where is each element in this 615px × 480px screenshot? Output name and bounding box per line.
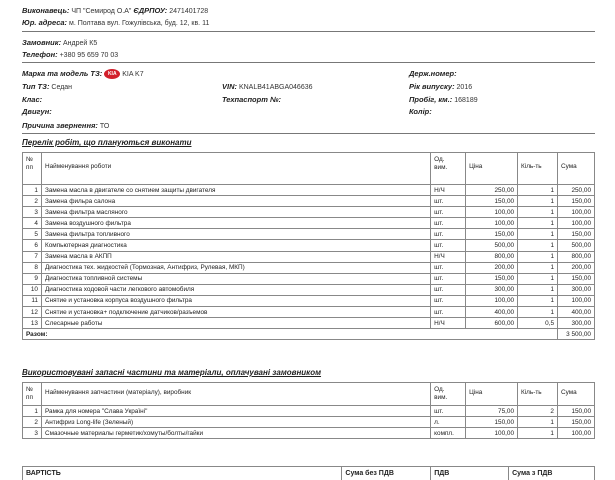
row-sum: 100,00: [557, 428, 594, 439]
row-unit: Н/Ч: [431, 251, 466, 262]
row-qty: 1: [518, 295, 558, 306]
row-sum: 100,00: [558, 295, 595, 306]
kia-logo-icon: KIA: [104, 69, 120, 79]
row-num: 8: [23, 262, 42, 273]
row-sum: 150,00: [558, 196, 595, 207]
row-price: 100,00: [466, 207, 518, 218]
row-unit: л.: [431, 417, 466, 428]
row-name: Рамка для номера "Слава Україні": [41, 406, 430, 417]
row-num: 1: [23, 406, 42, 417]
vin-line: VIN: KNALB41ABGA046636: [222, 82, 313, 91]
row-unit: шт.: [431, 295, 466, 306]
row-name: Компьютерная диагностика: [41, 240, 430, 251]
col-price: Ціна: [466, 383, 518, 406]
table-row: [23, 284, 595, 295]
row-qty: 1: [518, 240, 558, 251]
parts-header-row: [23, 383, 595, 406]
row-qty: 1: [518, 207, 558, 218]
table-row: [23, 406, 595, 417]
col-unit: Од. вим.: [431, 153, 466, 185]
table-row: [23, 240, 595, 251]
row-unit: шт.: [431, 262, 466, 273]
row-unit: шт.: [431, 229, 466, 240]
works-total-row: [23, 329, 595, 340]
divider: [22, 133, 595, 134]
works-table: [22, 152, 595, 340]
row-name: Слесарные работы: [41, 318, 430, 329]
row-sum: 200,00: [558, 262, 595, 273]
row-price: 600,00: [466, 318, 518, 329]
row-price: 400,00: [466, 307, 518, 318]
table-row: [23, 229, 595, 240]
row-sum: 150,00: [558, 273, 595, 284]
row-sum: 250,00: [558, 185, 595, 196]
row-num: 10: [23, 284, 42, 295]
row-qty: 0,5: [518, 318, 558, 329]
row-qty: 1: [518, 251, 558, 262]
col-price: Ціна: [466, 153, 518, 185]
table-row: [23, 251, 595, 262]
row-price: 800,00: [466, 251, 518, 262]
table-row: [23, 417, 595, 428]
row-sum: 150,00: [557, 406, 594, 417]
address-line: Юр. адреса: м. Полтава вул. Гожулівська, буд. 12, кв. 11: [22, 18, 210, 27]
row-qty: 1: [518, 417, 558, 428]
row-name: Диагностика тех. жидкостей (Тормозная, Антифриз, Рулевая, МКП): [41, 262, 430, 273]
cost-sum-no-vat: Сума без ПДВ: [342, 467, 431, 480]
works-title: Перелік робіт, що плануються виконати: [22, 138, 192, 147]
row-price: 100,00: [466, 218, 518, 229]
row-price: 100,00: [466, 428, 518, 439]
mileage-line: Пробіг, км.: 168189: [409, 95, 478, 104]
row-num: 7: [23, 251, 42, 262]
engine-label: Двигун:: [22, 107, 52, 116]
row-num: 12: [23, 307, 42, 318]
row-unit: компл.: [431, 428, 466, 439]
row-num: 2: [23, 196, 42, 207]
type-line: Тип ТЗ: Седан: [22, 82, 73, 91]
divider: [22, 62, 595, 63]
cost-row: [23, 467, 595, 480]
table-row: [23, 185, 595, 196]
row-name: Диагностика ходовой части легкового автомобиля: [41, 284, 430, 295]
col-name: Найменування запчастини (матеріалу), виробник: [41, 383, 430, 406]
row-num: 1: [23, 185, 42, 196]
row-sum: 300,00: [558, 284, 595, 295]
row-qty: 1: [518, 196, 558, 207]
row-num: 4: [23, 218, 42, 229]
executor-line: Виконавець: ЧП "Семирод О.А" ЄДРПОУ: 2471401728: [22, 6, 209, 15]
row-num: 13: [23, 318, 42, 329]
row-sum: 100,00: [558, 218, 595, 229]
row-name: Антифриз Long-life (Зеленый): [41, 417, 430, 428]
table-row: [23, 218, 595, 229]
row-price: 300,00: [466, 284, 518, 295]
row-unit: шт.: [431, 196, 466, 207]
row-sum: 150,00: [558, 229, 595, 240]
phone-line: Телефон: +380 95 659 70 03: [22, 50, 119, 59]
row-name: Смазочные материалы герметик/хомуты/болты/гайки: [41, 428, 430, 439]
works-total-value: 3 500,00: [558, 329, 595, 340]
row-num: 3: [23, 207, 42, 218]
row-num: 3: [23, 428, 42, 439]
works-header-row: [23, 153, 595, 185]
col-qty: Кіль-ть: [518, 153, 558, 185]
cost-sum-vat: Сума з ПДВ: [509, 467, 595, 480]
plate-label: Держ.номер:: [409, 69, 457, 78]
col-num: № пп: [23, 383, 42, 406]
row-name: Замена фильтра топливного: [41, 229, 430, 240]
table-row: [23, 307, 595, 318]
row-qty: 1: [518, 262, 558, 273]
row-qty: 1: [518, 185, 558, 196]
row-unit: шт.: [431, 240, 466, 251]
table-row: [23, 428, 595, 439]
row-sum: 400,00: [558, 307, 595, 318]
row-num: 5: [23, 229, 42, 240]
row-unit: шт.: [431, 284, 466, 295]
row-name: Замена масла в АКПП: [41, 251, 430, 262]
row-unit: шт.: [431, 273, 466, 284]
row-sum: 800,00: [558, 251, 595, 262]
col-num: № пп: [23, 153, 42, 185]
row-price: 150,00: [466, 196, 518, 207]
row-num: 11: [23, 295, 42, 306]
row-name: Снятие и установка корпуса воздушного фильтра: [41, 295, 430, 306]
table-row: [23, 273, 595, 284]
row-name: Замена воздушного фильтра: [41, 218, 430, 229]
row-name: Замена фильра салона: [41, 196, 430, 207]
parts-title: Використовувані запасні частини та матеріали, оплачувані замовником: [22, 368, 322, 377]
table-row: [23, 207, 595, 218]
row-price: 200,00: [466, 262, 518, 273]
row-name: Снятие и установка+ подключение датчиков/разъемов: [41, 307, 430, 318]
divider: [22, 31, 595, 32]
vehicle-make-line: Марка та модель ТЗ: KIA KIA K7: [22, 69, 144, 78]
col-name: Найменування роботи: [41, 153, 430, 185]
row-qty: 1: [518, 307, 558, 318]
row-sum: 500,00: [558, 240, 595, 251]
row-price: 100,00: [466, 295, 518, 306]
row-unit: шт.: [431, 218, 466, 229]
row-unit: шт.: [431, 207, 466, 218]
row-unit: шт.: [431, 406, 466, 417]
row-sum: 150,00: [557, 417, 594, 428]
row-qty: 2: [518, 406, 558, 417]
table-row: [23, 295, 595, 306]
row-qty: 1: [518, 273, 558, 284]
row-price: 150,00: [466, 229, 518, 240]
passport-label: Техпаспорт №:: [222, 95, 282, 104]
row-name: Замена фильтра масляного: [41, 207, 430, 218]
row-name: Диагностика топливной системы: [41, 273, 430, 284]
row-price: 500,00: [466, 240, 518, 251]
row-sum: 300,00: [558, 318, 595, 329]
row-unit: шт.: [431, 307, 466, 318]
row-unit: Н/Ч: [431, 318, 466, 329]
table-row: [23, 196, 595, 207]
year-line: Рік випуску: 2016: [409, 82, 473, 91]
col-sum: Сума: [558, 153, 595, 185]
class-label: Клас:: [22, 95, 43, 104]
color-label: Колір:: [409, 107, 432, 116]
table-row: [23, 318, 595, 329]
row-unit: Н/Ч: [431, 185, 466, 196]
cost-label: ВАРТІСТЬ: [23, 467, 342, 480]
row-qty: 1: [518, 229, 558, 240]
works-total-label: Разом:: [23, 329, 558, 340]
cost-vat: ПДВ: [431, 467, 509, 480]
row-price: 250,00: [466, 185, 518, 196]
row-qty: 1: [518, 218, 558, 229]
row-num: 6: [23, 240, 42, 251]
row-price: 150,00: [466, 273, 518, 284]
reason-line: Причина звернення: ТО: [22, 121, 110, 130]
row-name: Замена масла в двигателе со снятием защиты двигателя: [41, 185, 430, 196]
col-unit: Од. вим.: [431, 383, 466, 406]
col-qty: Кіль-ть: [518, 383, 558, 406]
row-num: 9: [23, 273, 42, 284]
col-sum: Сума: [557, 383, 594, 406]
row-qty: 1: [518, 284, 558, 295]
row-qty: 1: [518, 428, 558, 439]
row-price: 75,00: [466, 406, 518, 417]
cost-table: [22, 466, 595, 480]
row-num: 2: [23, 417, 42, 428]
row-sum: 100,00: [558, 207, 595, 218]
table-row: [23, 262, 595, 273]
parts-table: [22, 382, 595, 439]
customer-line: Замовник: Андрей К5: [22, 38, 98, 47]
row-price: 150,00: [466, 417, 518, 428]
